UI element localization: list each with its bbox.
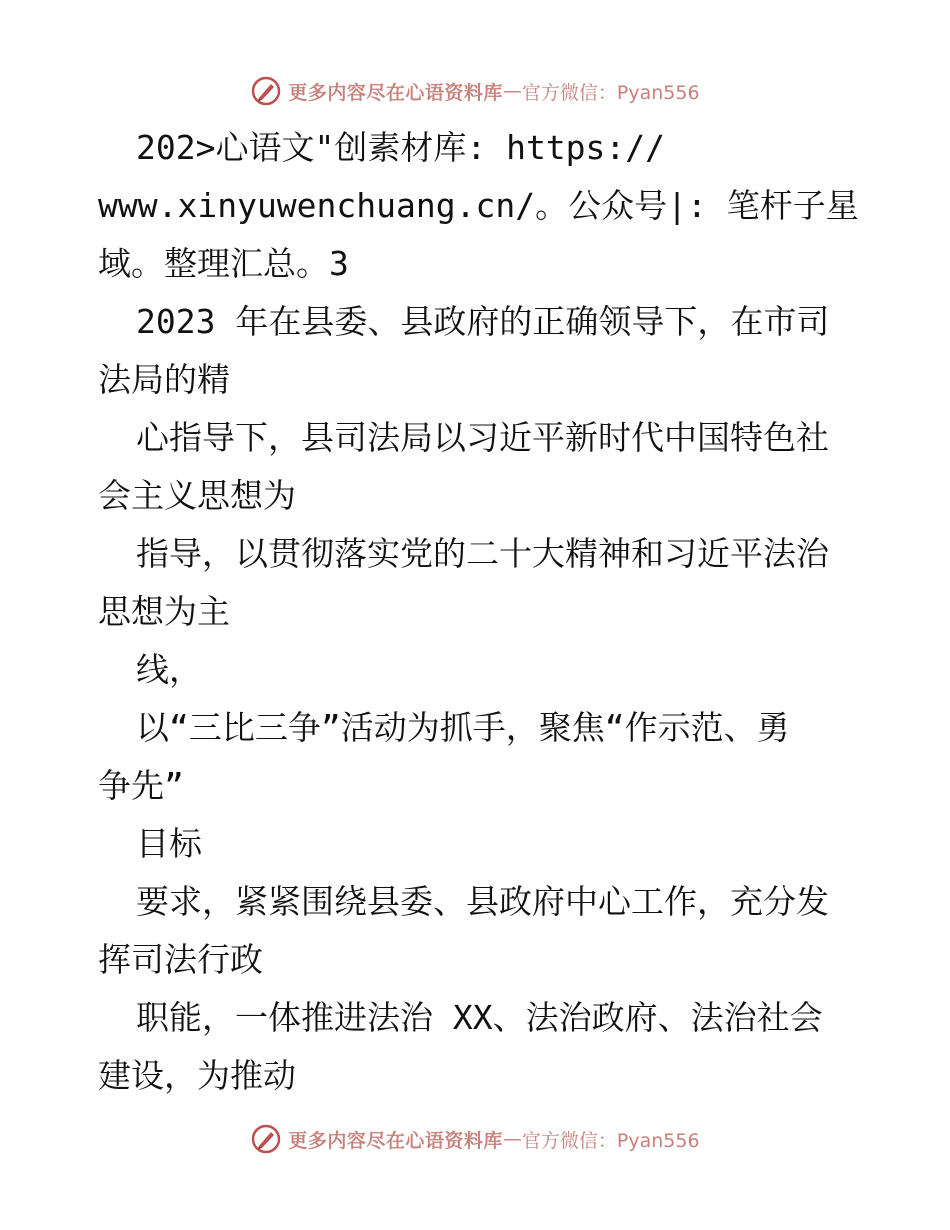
watermark-text: 更多内容尽在心语资料库 bbox=[288, 81, 503, 104]
text-line: 指导，以贯彻落实党的二十大精神和习近平法治 bbox=[136, 534, 829, 573]
text-line: 2023 年在县委、县政府的正确领导下，在市司 bbox=[136, 302, 830, 341]
text-line: 建设，为推动 bbox=[98, 1056, 296, 1095]
footer-watermark bbox=[0, 1119, 950, 1159]
document-body bbox=[98, 119, 858, 1105]
text-line: 争先” bbox=[98, 766, 184, 805]
text-line: 域。整理汇总。3 bbox=[98, 244, 349, 283]
text-line: 要求，紧紧围绕县委、县政府中心工作，充分发 bbox=[136, 882, 829, 921]
text-line: 心指导下，县司法局以习近平新时代中国特色社 bbox=[136, 418, 829, 457]
text-line: 202>心语文"创素材库: https:// bbox=[136, 128, 666, 167]
text-line: 会主义思想为 bbox=[98, 476, 296, 515]
watermark-text: 更多内容尽在心语资料库 bbox=[288, 1129, 503, 1152]
text-line: 法局的精 bbox=[98, 360, 230, 399]
pen-logo-icon bbox=[250, 75, 282, 107]
text-line: 线， bbox=[136, 650, 202, 689]
text-line: 以“三比三争”活动为抓手，聚焦“作示范、勇 bbox=[136, 708, 790, 747]
text-line: 挥司法行政 bbox=[98, 940, 263, 979]
watermark-dash: — bbox=[502, 1128, 522, 1150]
watermark-contact: 官方微信：Pyan556 bbox=[521, 81, 700, 104]
text-line: 目标 bbox=[136, 824, 202, 863]
watermark-contact: 官方微信：Pyan556 bbox=[521, 1129, 700, 1152]
text-line: 职能，一体推进法治 XX、法治政府、法治社会 bbox=[136, 998, 823, 1037]
watermark-dash: — bbox=[502, 80, 522, 102]
text-line: 思想为主 bbox=[98, 592, 230, 631]
header-watermark bbox=[0, 71, 950, 111]
text-line: www.xinyuwenchuang.cn/。公众号|: 笔杆子星 bbox=[98, 186, 859, 225]
pen-logo-icon bbox=[250, 1123, 282, 1155]
